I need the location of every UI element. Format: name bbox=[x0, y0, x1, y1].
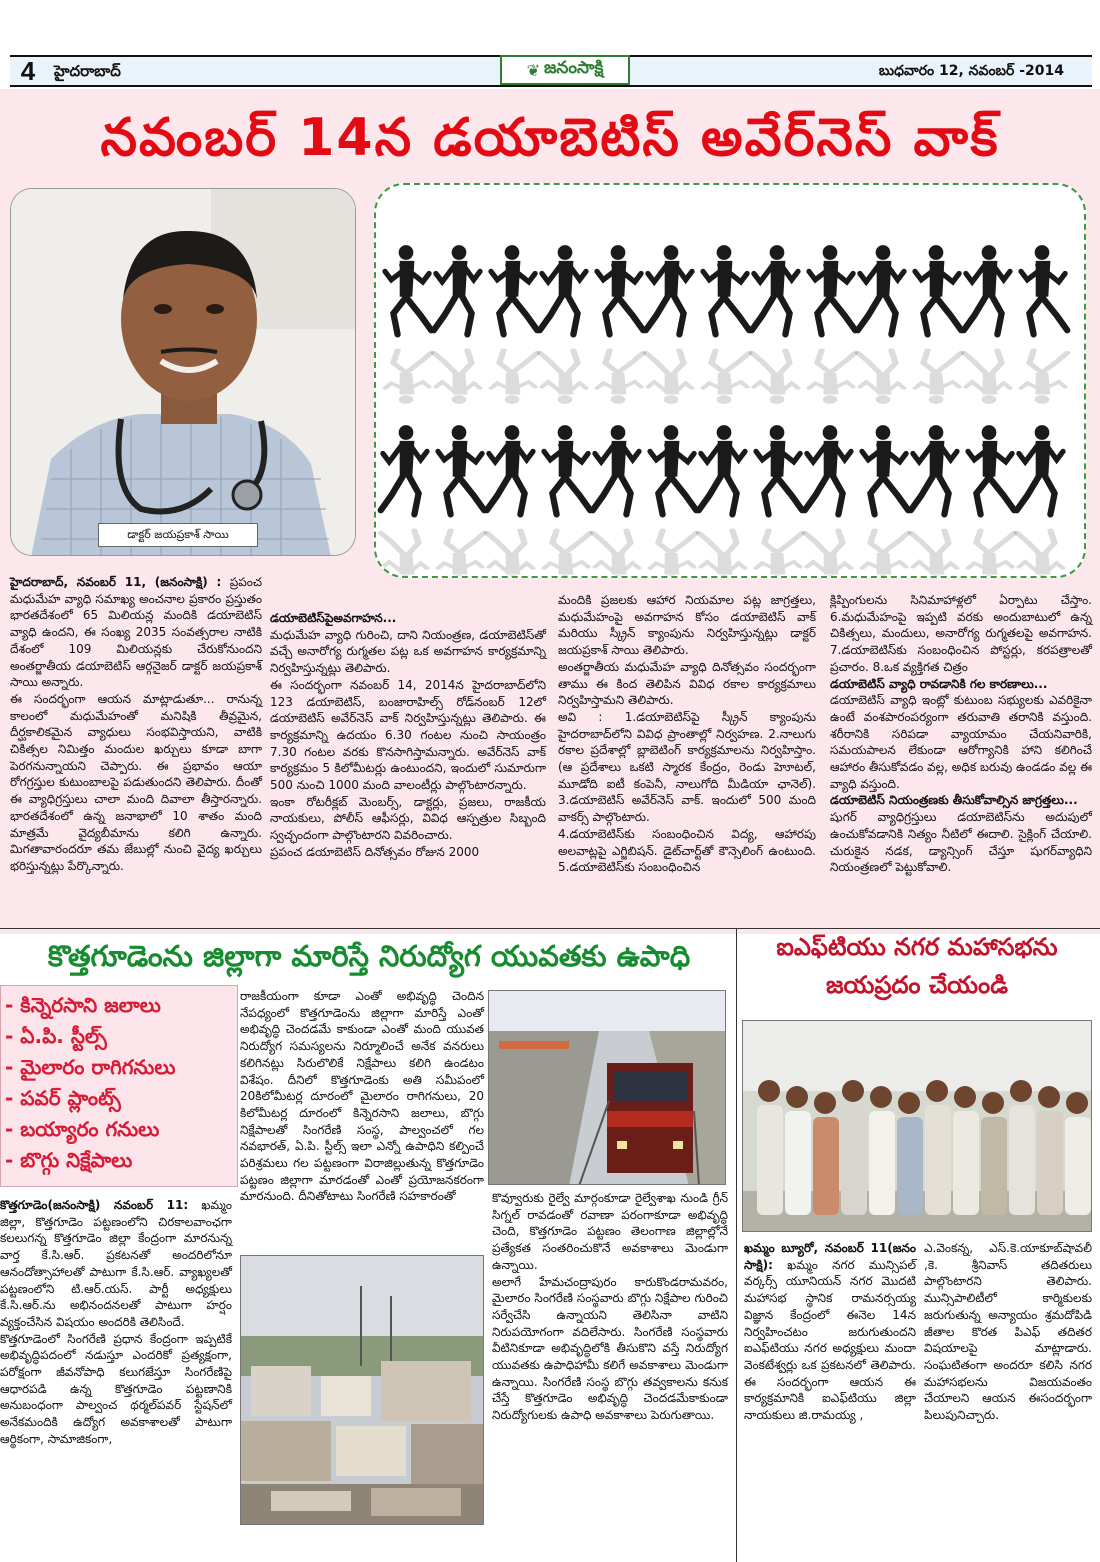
runner-silhouette bbox=[540, 245, 586, 334]
runner-reflection bbox=[434, 350, 480, 404]
runner-reflection bbox=[703, 350, 749, 404]
runner-silhouette bbox=[756, 425, 802, 514]
runner-reflection bbox=[1021, 350, 1067, 404]
runner-reflection bbox=[540, 350, 586, 404]
doctor-portrait-illustration bbox=[11, 189, 356, 556]
runner-silhouette bbox=[699, 425, 745, 514]
runner-reflection bbox=[1017, 530, 1063, 578]
story1-col2 bbox=[270, 610, 546, 861]
bullet-item: - కిన్నెరసాని జలాలు bbox=[5, 993, 161, 1017]
paragraph: ఈ సందర్భంగా ఆయన మాట్లాడుతూ... రానున్న కాలంలో మధుమేహంతో మనిషికి తీవ్రమైన, దీర్ఘకాలికమైన వ్యాధులు సంభవిస్తాయని, వాటికి చికిత్సల నిమిత్తం మందుల ఖర్చులు కూడా బాగా పెరగనున్నాయని చెప్పారు. ఈ ప్రభావం ఆయా రోగగ్రస్తుల కుటుంబాలపై పడుతుందని తెలిపారు. దీంతో ఈ వ్యాధిగ్రస్తులు చాలా మంది దివాలా తీస్తారన్నారు. భారతదేశంలో ఉన్న జనాభాలో 10 శాతం మంది మాత్రమే వైద్యబీమాను కలిగి ఉన్నారు. మిగతావారందరూ తమ జేబుల్లో నుంచి వైద్య ఖర్చులు భరిస్తున్నట్లు పేర్కొన్నారు. bbox=[10, 691, 262, 873]
runners-graphic bbox=[376, 185, 1086, 578]
runner-silhouette bbox=[703, 245, 749, 334]
runner-reflection bbox=[756, 530, 802, 578]
paragraph: కొవ్వూరుకు రైల్వే మార్గంకూడా రైల్వేశాఖ నుండి గ్రీన్ సిగ్నల్ రావడంతో రవాణా పరంగాకూడా అభివృద్ధి చెంది, కొత్తగూడెం పట్టణం తెలంగాణ జిల్లాల్లోనే ప్రత్యేకత సంతరించుకొనే అవకాశాలు మెండుగా ఉన్నాయి. bbox=[492, 1191, 728, 1272]
story2-headline: కొత్తగూడెంను జిల్లాగా మారిస్తే నిరుద్యోగ యువతకు ఉపాధి bbox=[47, 939, 691, 973]
train-illustration bbox=[489, 991, 726, 1185]
train-photo bbox=[488, 990, 726, 1185]
runner-reflection bbox=[650, 530, 696, 578]
town-photo bbox=[240, 1255, 484, 1525]
story1-col4 bbox=[830, 592, 1092, 876]
story1-col3 bbox=[558, 592, 816, 876]
story3-headline: ఐఎఫ్‌టియు నగర మహాసభను జయప్రదం చేయండి bbox=[776, 933, 1058, 999]
paragraph: డయాబెటిస్ వ్యాధి ఇంట్లో కుటుంబ సభ్యులకు ఎవరికైనా ఉంటే వంశపారంపర్యంగా తరువాతి తరానికి వస్తుంది. శరీరానికి సరిపడా వ్యాయామం చేయనివారికి, సమయపాలన లేకుండా ఆరోగ్యానికి హాని కలిగించే ఆహారం తీసుకోవడం వల్ల, అధిక బరువు ఉండడం వల్ల ఈ వ్యాధి వస్తుంది. bbox=[830, 693, 1092, 791]
paragraph: ఖమ్మం బ్యూరో, నవంబర్ 11(జనం సాక్షి): ఖమ్మం నగర మున్సిపల్ వర్కర్స్ యూనియన్ నగర మొదటి మహాసభ స్థానిక రామనర్సయ్య విజ్ఞాన కేంద్రంలో ఈనెల 14న నిర్వహించటం జరుగుతుందని ఐఎఫ్‌టియు నగర అధ్యక్షులు మందా వెంకటేశ్వర్లు ఒక ప్రకటనలో తెలిపారు. ఈ సందర్భంగా ఆయన ఈ కార్యక్రమానికి ఐఎఫ్‌టియు జిల్లా నాయకులు జి.రామయ్య , bbox=[744, 1241, 916, 1423]
bullet-item: - పవర్ ప్లాంట్స్ bbox=[5, 1086, 121, 1110]
runner-reflection bbox=[385, 350, 431, 404]
masthead bbox=[10, 55, 1092, 87]
story2-col1 bbox=[0, 1197, 232, 1448]
runner-silhouette bbox=[1017, 425, 1063, 514]
group-photo bbox=[742, 1020, 1092, 1232]
runner-silhouette bbox=[650, 425, 696, 514]
runner-reflection bbox=[646, 350, 692, 404]
runner-reflection bbox=[862, 530, 908, 578]
story3-col1 bbox=[744, 1240, 916, 1424]
paragraph: ప్రపంచ డయాబెటిస్ దినోత్సవం రోజున 2000 bbox=[270, 844, 480, 859]
runner-silhouette bbox=[646, 245, 692, 334]
runner-silhouette bbox=[438, 425, 484, 514]
paragraph: అలాగే హేమచంద్రాపురం కారుకొండరామవరం, మైలారం సింగరేణి సంస్థవారు బొగ్గు నిక్షేపాల గురించి సర్వేచేసి ఉన్నాయని తెలిసినా వాటిని నిరుపయోగంగా వదిలేసారు. సింగరేణి సంస్థవారు వీటినికూడా అభివృద్ధిలోకి తీసుకొని వస్తే నిరుద్యోగ యువతకు ఉపాధిహామీ కలిగే అవకాశాలు మెండుగా ఉన్నాయి. సింగరేణి సంస్థ బొగ్గు తవ్వకాలను కనుక చేస్తే కొత్తగూడెం అభివృద్ధి చెందడమేకాకుండా నిరుద్యోగులకు ఉపాధి అవకాశాలు పెరుగుతాయి. bbox=[492, 1274, 728, 1423]
runner-silhouette bbox=[752, 245, 798, 334]
paragraph: 4.డయాబెటిస్‌కు సంబంధించిన విద్య, ఆహారపు అలవాట్లపై ఎగ్జిబిషన్. డైట్‌చార్ట్‌తో కౌన్సెలింగ్ ఉంటుంది. 5.డయాబెటిస్‌కు సంబంధించిన bbox=[558, 826, 816, 875]
runner-reflection bbox=[968, 530, 1014, 578]
paragraph: డయాబెటిస్ నియంత్రణకు తీసుకోవాల్సిన జాగ్రత్తలు... bbox=[830, 793, 1078, 808]
bullet-item: - ఏ.పి. స్టీల్స్ bbox=[5, 1024, 107, 1048]
runner-silhouette bbox=[487, 425, 533, 514]
runner-reflection bbox=[381, 530, 427, 578]
runner-reflection bbox=[699, 530, 745, 578]
edition-date: బుధవారం 12, నవంబర్ -2014 bbox=[878, 63, 1064, 79]
leaf-icon: ❦ bbox=[526, 60, 540, 80]
paragraph: డయాబెటిస్‌పైఅవగాహన... bbox=[270, 611, 397, 625]
runner-reflection bbox=[964, 350, 1010, 404]
paragraph: డయాబెటిస్ వ్యాధి రావడానికి గల కారణాలు... bbox=[830, 676, 1048, 691]
brand-name: జనంసాక్షి bbox=[544, 58, 604, 78]
runner-reflection bbox=[487, 530, 533, 578]
paragraph: మందికి ప్రజలకు ఆహార నియమాల పట్ల జాగ్రత్తలు, మధుమేహంపై అవగాహన కోసం డయాబెటిస్ వాక్ మరియు స్క్రీన్ క్యాంపును నిర్వహిస్తున్నట్లు డాక్టర్ జయప్రకాశ్ సాయి తెలిపారు. bbox=[558, 593, 816, 658]
runner-silhouette bbox=[597, 245, 643, 334]
runner-silhouette bbox=[385, 245, 431, 334]
runner-reflection bbox=[809, 350, 855, 404]
runner-reflection bbox=[915, 350, 961, 404]
story2-col3 bbox=[492, 1190, 728, 1424]
runner-silhouette bbox=[911, 425, 957, 514]
runner-silhouette bbox=[809, 245, 855, 334]
runner-reflection bbox=[597, 350, 643, 404]
town-illustration bbox=[241, 1256, 484, 1525]
bullet-item: - మైలారం రాగిగనులు bbox=[5, 1055, 176, 1079]
runner-silhouette bbox=[968, 425, 1014, 514]
story1-col1 bbox=[10, 574, 262, 875]
runner-silhouette bbox=[491, 245, 537, 334]
runner-silhouette bbox=[964, 245, 1010, 334]
bullet-item: - బొగ్గు నిక్షేపాలు bbox=[5, 1148, 133, 1172]
paragraph: కొత్తగూడెంలో సింగరేణి ప్రధాన కేంద్రంగా ఇప్పటికే అభివృద్ధిపదంలో నడుస్తూ ఎందరికో ప్రత్యక్షంగా, పరోక్షంగా జీవనోపాధి కలుగజేస్తూ సింగరేణిపై ఆధారపడి ఉన్న కొత్తగూడెం పట్టణానికి అనుబంధంగా పాల్వంచ థర్మల్‌పవర్ స్టేషన్‌లో అనేకమందికి ఉద్యోగ అవకాశాలతో పాటుగా ఆర్థికంగా, సామాజికంగా, bbox=[0, 1331, 232, 1446]
paragraph: మధుమేహ వ్యాధి గురించి, దాని నియంత్రణ, డయాబెటిస్‌తో వచ్చే అనారోగ్య రుగ్మతల పట్ల ఒక అవగాహన కార్యక్రమాన్ని నిర్వహిస్తున్నట్లు తెలిపారు. bbox=[270, 627, 546, 676]
runner-silhouette bbox=[544, 425, 590, 514]
runner-silhouette bbox=[805, 425, 851, 514]
runner-silhouette bbox=[858, 245, 904, 334]
edition-city: హైదరాబాద్ bbox=[54, 62, 121, 80]
runner-reflection bbox=[544, 530, 590, 578]
paragraph: ఇంకా రోటరీక్లబ్ మెంబర్స్, డాక్టర్లు, ప్రజలు, రాజకీయ నాయకులు, పోలీస్ ఆఫీసర్లు, వివిధ ఆస్పత్రుల సిబ్బంది స్వచ్ఛందంగా పాల్గొంటారని వివరించారు. bbox=[270, 794, 546, 843]
runner-silhouette bbox=[434, 245, 480, 334]
runner-silhouette bbox=[862, 425, 908, 514]
paragraph: అవి : 1.డయాబెటిస్‌పై స్క్రీన్ క్యాంపును హైదరాబాద్‌లోని వివిధ ప్రాంతాల్లో నిర్వహణ. 2.నాలుగు రకాల ప్రదేశాల్లో బ్లాబెటింగ్ కార్యక్రమాలను నిర్వహిస్తాం. (ఆ ప్రదేశాలు ఒకటి స్మారక కేంద్రం, రెండు హెూటల్, మూడోది ఐటీ కంపెనీ, నాలుగోది మీడియా ఛానెల్). 3.డయాబెటిస్ అవేర్‌నెస్ వాక్. ఇందులో 500 మంది వాకర్స్ పాల్గొంటారు. bbox=[558, 709, 816, 825]
runner-reflection bbox=[593, 530, 639, 578]
column-divider bbox=[736, 928, 737, 1562]
runner-silhouette bbox=[915, 245, 961, 334]
page-number: 4 bbox=[20, 56, 36, 86]
story2-col2 bbox=[240, 988, 484, 1205]
runner-reflection bbox=[438, 530, 484, 578]
paragraph: హైదరాబాద్, నవంబర్ 11, (జనంసాక్షి) : ప్రపంచ మధుమేహ వ్యాధి సమాఖ్య అంచనాల ప్రకారం ప్రస్తుతం భారతదేశంలో 65 మిలియన్ల మందికి డయాబెటిస్ వ్యాధి ఉందని, ఈ సంఖ్య 2035 సంవత్సరాల నాటికి దేశంలో 109 మిలియన్లకు చేరుకోనుందని అంతర్జాతీయ డయాబెటిస్ ఆర్గనైజర్ డాక్టర్ జయప్రకాశ్ సాయి అన్నారు. bbox=[10, 575, 262, 690]
story3-col2 bbox=[924, 1240, 1092, 1424]
brand-logo bbox=[500, 55, 630, 85]
group-illustration bbox=[743, 1021, 1092, 1232]
runners-illustration bbox=[374, 183, 1086, 578]
runner-reflection bbox=[805, 530, 851, 578]
runner-silhouette bbox=[593, 425, 639, 514]
runner-silhouette bbox=[1021, 245, 1067, 334]
paragraph: క్లిప్పింగులను సినిమాహాళ్లలో ఏర్పాటు చేస్తాం. 6.మధుమేహంపై ఇప్పటి వరకు అందుబాటులో ఉన్న చికిత్సలు, మందులు, అనారోగ్య రుగ్మతలపై అవగాహన. 7.డయాబెటిస్‌కు సంబంధించిన పోస్టర్లు, కరపత్రాలతో ప్రచారం. 8.ఒక వ్యక్తిగత చిత్రం bbox=[830, 593, 1092, 674]
paragraph: రాజకీయంగా కూడా ఎంతో అభివృద్ధి చెందిన నేపధ్యంలో కొత్తగూడెంను జిల్లాగా మారిస్తే ఎంతో అభివృద్ధి చెందడమే కాకుండా ఎంతో మంది యువత నిరుద్యోగ సమస్యలను నిర్మూలించే అనేక వనరులు కలిగినట్లు సిరులొలికే నిక్షేపాలు కలిగి ఉండటం విశేషం. దీనిలో కొత్తగూడెంకు అతి సమీపంలో 20కిలోమీటర్ల దూరంలో మైలారం రాగిగనులు, 20 కిలోమీటర్ల దూరంలో కిన్నెరసాని జలాలు, బొగ్గు నిక్షేపాలతో సింగరేణి సంస్థ, పాల్వంచలో గల నవభారత్, ఏ.పి. స్టీల్స్ ఇలా ఎన్నో ఉపాధిని కల్పించే పరిశ్రమలు గల పట్టణంగా విరాజిల్లుతున్న కొత్తగూడెం పట్టణం జిల్లాగా మారడంతో ఎంతో ప్రయోజనకరంగా మారనుంది. దీనితోటాటు సింగరేణి సహకారంతో bbox=[240, 989, 484, 1204]
doctor-photo bbox=[10, 188, 356, 556]
bullet-item: - బయ్యారం గనులు bbox=[5, 1117, 160, 1141]
runner-silhouette bbox=[381, 425, 427, 514]
paragraph: ఈ సందర్భంగా నవంబర్ 14, 2014న హైదరాబాద్‌లోని 123 డయాబెటిస్, బంజారాహిల్స్ రోడ్‌నంబర్ 12లో డయాబెటిస్ అవేర్‌నెస్ వాక్ నిర్వహిస్తున్నట్లు తెలిపారు. ఈ కార్యక్రమాన్ని ఉదయం 6.30 గంటల నుంచి సాయంత్రం 7.30 గంటల వరకు కొనసాగిస్తామన్నారు. అవేర్‌నెస్ వాక్ కార్యక్రమం 5 కిలోమీటర్లు ఉంటుందని, ఇందులో సుమారుగా 500 నుంచి 1000 మంది వాలంటీర్లు పాల్గొంటారన్నారు. bbox=[270, 677, 546, 793]
runner-reflection bbox=[858, 350, 904, 404]
runner-reflection bbox=[491, 350, 537, 404]
paragraph: అంతర్జాతీయ మధుమేహ వ్యాధి దినోత్సవం సందర్భంగా తాము ఈ కింద తెలిపిన వివిధ రకాల కార్యక్రమాలు నిర్వహిస్తామని తెలిపారు. bbox=[558, 659, 816, 708]
photo-caption: డాక్టర్ జయప్రకాశ్ సాయి bbox=[98, 523, 258, 547]
story2-bullet-box bbox=[0, 985, 238, 1187]
runner-reflection bbox=[911, 530, 957, 578]
paragraph: కొత్తగూడెం(జనంసాక్షి) నవంబర్ 11: ఖమ్మం జిల్లా, కొత్తగూడెం పట్టణంలోని చిరకాలవాంఛగా కలలుగన్న కొత్తగూడెం జిల్లా కేంద్రంగా మారనున్న వార్త కే.సి.ఆర్. ప్రకటనతో అందరిలోనూ ఆనందోత్సాహాలతో పాటుగా కే.సి.ఆర్. వ్యాఖ్యలతో పట్టణంలోని టి.ఆర్.యస్. పార్టీ అధ్యక్షులు కే.సి.ఆర్.ను అభినందనలతో పాటుగా హర్షం వ్యక్తంచేసిన విషయం అందరికి తెలిసిందే. bbox=[0, 1198, 232, 1329]
paragraph: షుగర్ వ్యాధిగ్రస్తులు డయాబెటిస్‌ను అదుపులో ఉంచుకోవడానికి నిత్యం నీటిలో ఈదాలి. సైక్లింగ్ చేయాలి. చురుకైన నడక, డ్యాన్సింగ్ చేస్తూ షుగర్‌వ్యాధిని నియంత్రణలో పెట్టుకోవాలి. bbox=[830, 810, 1092, 875]
paragraph: ఎ.వెంకన్న, ఎస్.కె.యాకూబ్‌షావలీ ,కె. శ్రీనివాస్ తదితరులు పాల్గొంటారని తెలిపారు. మున్సిపాలిటీలో కార్మికులకు జరుగుతున్న అన్యాయం శ్రమదోపిడి జీతాల కొరత పిఎఫ్ తదితర విషయాలపై మాట్లాడారు. సంఘటితంగా అందరూ కలిసి నగర మహాసభలను విజయవంతం చేయాలని ఆయన ఈసందర్భంగా పిలుపునిచ్చారు. bbox=[924, 1241, 1092, 1423]
runner-reflection bbox=[752, 350, 798, 404]
main-headline: నవంబర్ 14న డయాబెటిస్ అవేర్‌నెస్ వాక్ bbox=[100, 108, 1000, 168]
